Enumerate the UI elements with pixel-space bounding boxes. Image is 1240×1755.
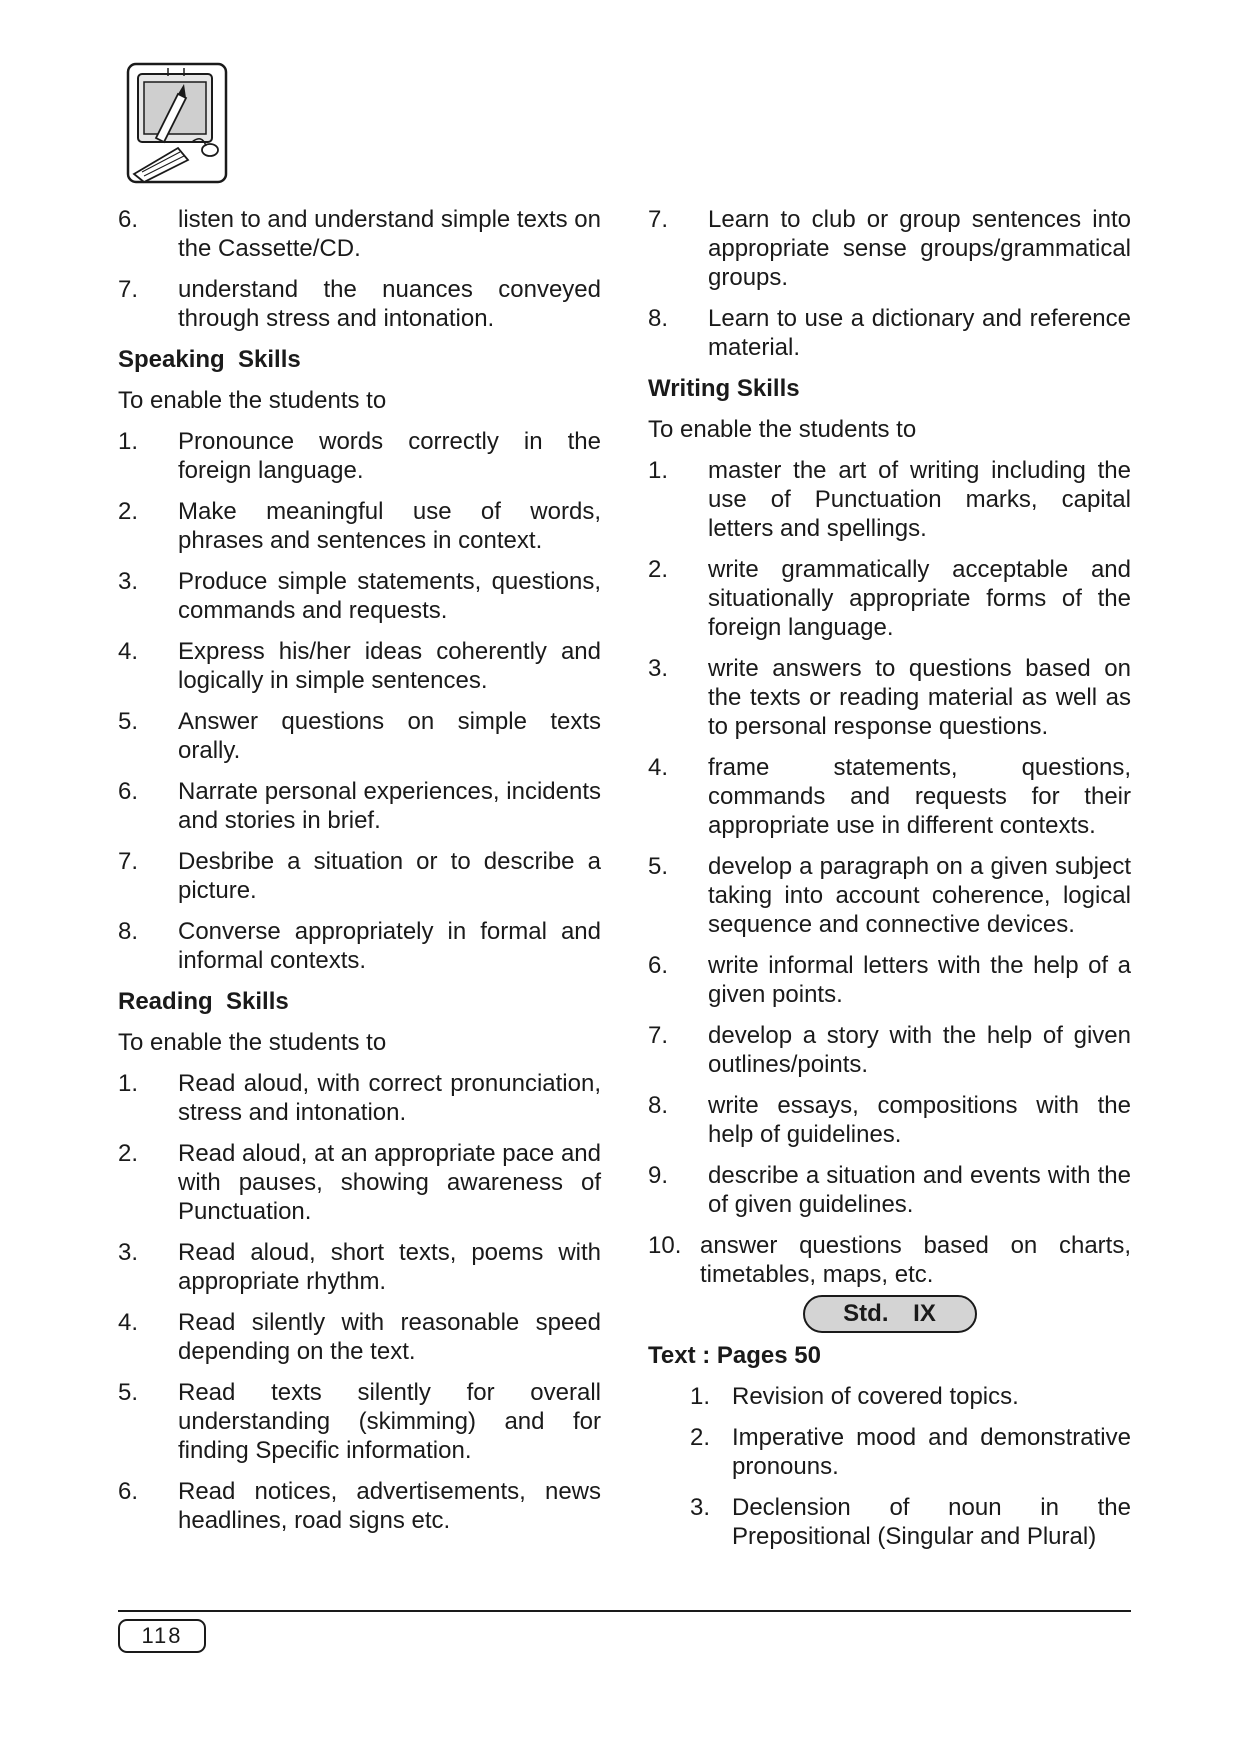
item-text: Answer questions on simple texts orally. xyxy=(178,708,601,764)
item-number: 6. xyxy=(118,206,139,233)
item-text: write grammatically acceptable and situationally appropriate forms of the foreign language. xyxy=(708,556,1131,641)
list-item xyxy=(648,654,1131,741)
item-number: 6. xyxy=(118,1478,139,1505)
item-text: Pronounce words correctly in the foreign language. xyxy=(178,428,601,484)
item-number: 1. xyxy=(690,1383,711,1410)
list-item xyxy=(118,1308,601,1366)
writing-skills-heading: Writing Skills xyxy=(648,375,800,402)
list-item xyxy=(648,205,1131,292)
reading-skills-heading: Reading Skills xyxy=(118,988,289,1015)
item-text: master the art of writing including the use of Punctuation marks, capital letters and spellings. xyxy=(708,457,1131,542)
item-number: 5. xyxy=(648,853,669,880)
item-text: Produce simple statements, questions, commands and requests. xyxy=(178,568,601,624)
item-text: Declension of noun in the Prepositional (Singular and Plural) xyxy=(732,1494,1131,1550)
text-pages-heading: Text : Pages 50 xyxy=(648,1342,821,1369)
list-item xyxy=(118,1477,601,1535)
std-badge-wrap xyxy=(648,1295,1131,1333)
item-number: 1. xyxy=(648,457,669,484)
list-item xyxy=(118,567,601,625)
item-number: 10. xyxy=(648,1232,682,1259)
item-number: 1. xyxy=(118,428,139,455)
list-item xyxy=(690,1423,1131,1481)
item-number: 7. xyxy=(648,1022,669,1049)
computer-pen-keyboard-icon xyxy=(126,62,228,184)
item-text: Read aloud, with correct pronunciation, stress and intonation. xyxy=(178,1070,601,1126)
list-item xyxy=(118,637,601,695)
item-text: Express his/her ideas coherently and logically in simple sentences. xyxy=(178,638,601,694)
item-text: write essays, compositions with the help of guidelines. xyxy=(708,1092,1131,1148)
item-text: Read texts silently for overall understanding (skimming) and for finding Specific information. xyxy=(178,1379,601,1464)
item-text: Read silently with reasonable speed depending on the text. xyxy=(178,1309,601,1365)
list-item xyxy=(118,917,601,975)
list-item xyxy=(118,1069,601,1127)
list-item xyxy=(648,1231,1131,1289)
speaking-skills-heading: Speaking Skills xyxy=(118,346,301,373)
item-number: 1. xyxy=(118,1070,139,1097)
list-item xyxy=(648,1161,1131,1219)
list-item xyxy=(118,1139,601,1226)
list-item xyxy=(690,1493,1131,1551)
list-item xyxy=(690,1382,1131,1411)
item-text: Learn to club or group sentences into appropriate sense groups/grammatical groups. xyxy=(708,206,1131,291)
item-text: Make meaningful use of words, phrases and sentences in context. xyxy=(178,498,601,554)
item-number: 5. xyxy=(118,1379,139,1406)
item-number: 2. xyxy=(690,1424,711,1451)
item-text: write informal letters with the help of a given points. xyxy=(708,952,1131,1008)
text-topics-list xyxy=(690,1382,1131,1551)
item-text: Revision of covered topics. xyxy=(732,1383,1019,1410)
list-item xyxy=(118,777,601,835)
item-number: 7. xyxy=(118,848,139,875)
item-text: listen to and understand simple texts on the Cassette/CD. xyxy=(178,206,601,262)
list-item xyxy=(118,275,601,333)
item-text: develop a story with the help of given outlines/points. xyxy=(708,1022,1131,1078)
item-number: 2. xyxy=(648,556,669,583)
list-item xyxy=(118,1238,601,1296)
item-text: Read notices, advertisements, news headlines, road signs etc. xyxy=(178,1478,601,1534)
item-number: 7. xyxy=(648,206,669,233)
item-text: Imperative mood and demonstrative pronouns. xyxy=(732,1424,1131,1480)
item-number: 8. xyxy=(648,305,669,332)
item-text: Read aloud, short texts, poems with appropriate rhythm. xyxy=(178,1239,601,1295)
list-item xyxy=(648,555,1131,642)
item-number: 6. xyxy=(648,952,669,979)
page-number: 118 xyxy=(118,1619,206,1653)
list-item xyxy=(648,1091,1131,1149)
item-number: 4. xyxy=(118,1309,139,1336)
item-number: 2. xyxy=(118,498,139,525)
list-item xyxy=(648,1021,1131,1079)
item-number: 3. xyxy=(118,568,139,595)
item-text: understand the nuances conveyed through stress and intonation. xyxy=(178,276,601,332)
item-text: Narrate personal experiences, incidents and stories in brief. xyxy=(178,778,601,834)
item-number: 8. xyxy=(648,1092,669,1119)
item-number: 3. xyxy=(690,1494,711,1521)
item-number: 4. xyxy=(118,638,139,665)
item-text: Desbribe a situation or to describe a picture. xyxy=(178,848,601,904)
item-number: 3. xyxy=(118,1239,139,1266)
item-number: 5. xyxy=(118,708,139,735)
item-text: develop a paragraph on a given subject taking into account coherence, logical sequence and connective devices. xyxy=(708,853,1131,938)
list-item xyxy=(118,497,601,555)
item-number: 7. xyxy=(118,276,139,303)
item-number: 3. xyxy=(648,655,669,682)
item-number: 6. xyxy=(118,778,139,805)
item-number: 2. xyxy=(118,1140,139,1167)
item-text: write answers to questions based on the texts or reading material as well as to personal response questions. xyxy=(708,655,1131,740)
footer-divider xyxy=(118,1610,1131,1612)
left-column xyxy=(118,205,601,1547)
item-number: 4. xyxy=(648,754,669,781)
right-column xyxy=(648,205,1131,1563)
list-item xyxy=(648,951,1131,1009)
item-text: answer questions based on charts, timetables, maps, etc. xyxy=(700,1232,1131,1288)
list-item xyxy=(118,427,601,485)
list-item xyxy=(648,456,1131,543)
writing-intro: To enable the students to xyxy=(648,416,917,443)
item-text: describe a situation and events with the of given guidelines. xyxy=(708,1162,1131,1218)
speaking-intro: To enable the students to xyxy=(118,387,387,414)
item-number: 8. xyxy=(118,918,139,945)
list-item xyxy=(118,205,601,263)
item-text: Learn to use a dictionary and reference material. xyxy=(708,305,1131,361)
reading-intro: To enable the students to xyxy=(118,1029,387,1056)
item-text: Read aloud, at an appropriate pace and with pauses, showing awareness of Punctuation. xyxy=(178,1140,601,1225)
item-number: 9. xyxy=(648,1162,669,1189)
item-text: Converse appropriately in formal and informal contexts. xyxy=(178,918,601,974)
item-text: frame statements, questions, commands and requests for their appropriate use in different contexts. xyxy=(708,754,1131,839)
list-item xyxy=(118,707,601,765)
list-item xyxy=(648,753,1131,840)
std-badge: Std. IX xyxy=(803,1295,977,1333)
list-item xyxy=(648,852,1131,939)
list-item xyxy=(118,1378,601,1465)
list-item xyxy=(648,304,1131,362)
list-item xyxy=(118,847,601,905)
